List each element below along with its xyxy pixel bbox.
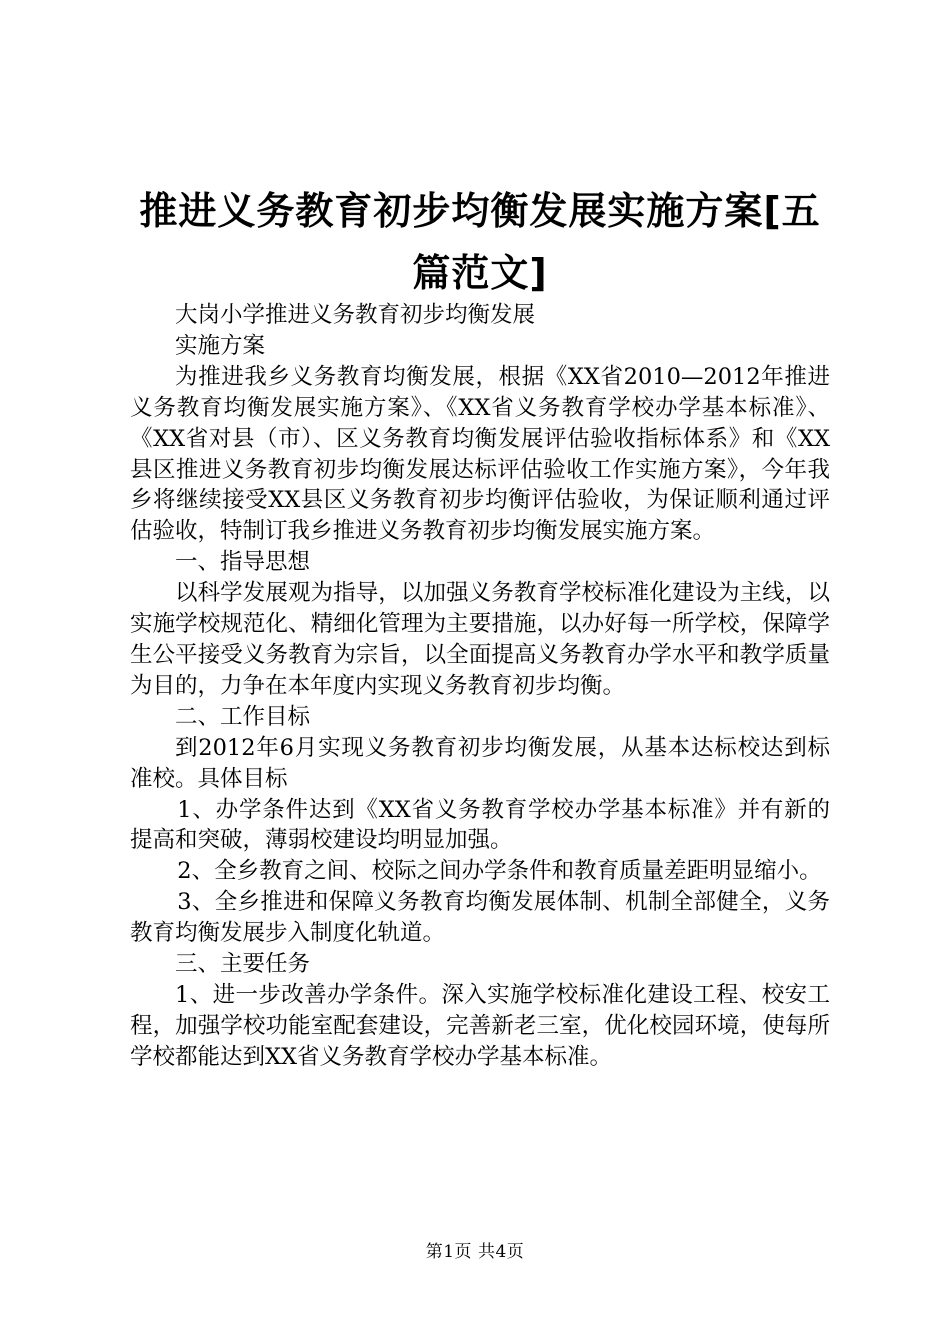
goal-item-1: 1、办学条件达到《XX省义务教育学校办学基本标准》并有新的提高和突破，薄弱校建设均明显加强。 (130, 796, 830, 854)
task-item-1: 1、进一步改善办学条件。深入实施学校标准化建设工程、校安工程，加强学校功能室配套建设，完善新老三室，优化校园环境，使每所学校都能达到XX省义务教育学校办学基本标准。 (130, 981, 830, 1070)
paragraph-work-goals: 到2012年6月实现义务教育初步均衡发展，从基本达标校达到标准校。具体目标 (130, 734, 830, 792)
paragraph-intro: 为推进我乡义务教育均衡发展，根据《XX省2010—2012年推进义务教育均衡发展实施方案》、《XX省义务教育学校办学基本标准》、《XX省对县（市）、区义务教育均衡发展评估验收指标体系》和《XX县区推进义务教育初步均衡发展达标评估验收工作实施方案》，今年我乡将继续接受XX县区义务教育初步均衡评估验收，为保证顺利通过评估验收，特制订我乡推进义务教育初步均衡发展实施方案。 (130, 363, 830, 545)
document-title: 推进义务教育初步均衡发展实施方案[五篇范文] (139, 189, 821, 295)
paragraph-guiding-thought: 以科学发展观为指导，以加强义务教育学校标准化建设为主线，以实施学校规范化、精细化管理为主要措施，以办好每一所学校，保障学生公平接受义务教育为宗旨，以全面提高义务教育办学水平和教学质量为目的，力争在本年度内实现义务教育初步均衡。 (130, 580, 830, 699)
document-body (130, 300, 830, 1073)
section-heading-main-tasks: 三、主要任务 (175, 951, 311, 978)
page-number-footer: 第1页 共4页 (425, 1242, 525, 1262)
paragraph-school-heading: 大岗小学推进义务教育初步均衡发展 (175, 302, 536, 328)
section-heading-guiding-thought: 一、指导思想 (175, 549, 311, 576)
goal-item-3: 3、全乡推进和保障义务教育均衡发展体制、机制全部健全，义务教育均衡发展步入制度化轨道。 (130, 889, 830, 947)
paragraph-plan-heading: 实施方案 (175, 332, 266, 359)
section-heading-work-goals: 二、工作目标 (175, 703, 311, 730)
goal-item-2: 2、全乡教育之间、校际之间办学条件和教育质量差距明显缩小。 (177, 858, 822, 885)
